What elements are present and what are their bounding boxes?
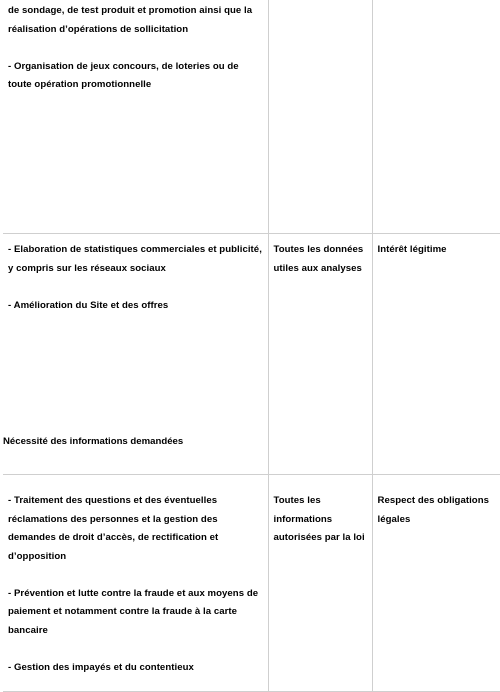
legal-basis-cell [372,234,500,475]
purpose-cell [3,0,268,234]
table-row [3,475,500,692]
data-cell [268,475,372,692]
purpose-text: - Amélioration du Site et des offres [8,299,169,311]
purpose-text: - Elaboration de statistiques commerciales et publicité, y compris sur les réseaux sociaux [8,244,262,274]
purpose-text: - Organisation de jeux concours, de loteries ou de toute opération promotionnelle [8,60,239,90]
purpose-text: - Prévention et lutte contre la fraude et aux moyens de paiement et notamment contre la fraude à la carte bancaire [8,587,259,636]
processing-purposes-table [3,0,500,692]
purpose-text: - Gestion des impayés et du contentieux [8,661,194,673]
purpose-cell [3,475,268,692]
data-cell [268,0,372,234]
legal-basis-text: Intérêt légitime [377,244,447,255]
legal-basis-cell [372,475,500,692]
section-heading: Nécessité des informations demandées [3,436,184,447]
legal-basis-cell [372,0,500,234]
data-cell [268,234,372,475]
data-text: Toutes les informations autorisées par la loi [273,495,365,543]
purpose-text: - Traitement des questions et des éventuelles réclamations des personnes et la gestion des demandes de droit d’accès, de rectification et d’opposition [8,495,219,562]
legal-basis-text: Respect des obligations légales [377,495,490,525]
table-row [3,0,500,234]
data-text: Toutes les données utiles aux analyses [273,244,364,274]
purpose-text: de sondage, de test produit et promotion ainsi que la réalisation d’opérations de sollicitation [8,5,253,35]
